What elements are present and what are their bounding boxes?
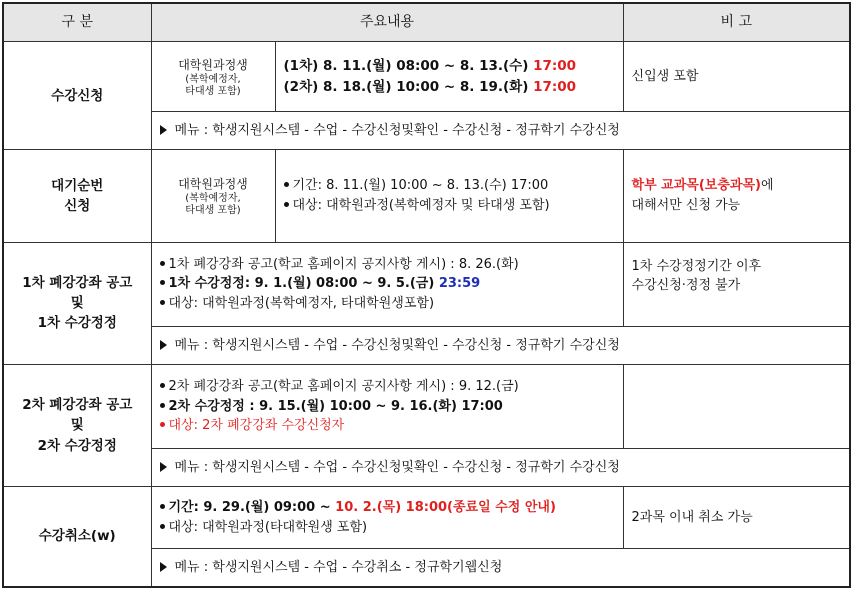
- first-adjust-period-time: 23:59: [438, 276, 481, 292]
- withdraw-period: 기간: 9. 29.(월) 09:00 ~ 10. 2.(목) 18:00(종료일 수정 안내): [160, 498, 615, 518]
- header-row: [3, 3, 850, 42]
- second-adjust-category-line2: 및: [70, 417, 84, 434]
- bullet-icon: [160, 280, 165, 285]
- second-adjust-row: [3, 364, 850, 448]
- second-adjust-menu: [151, 449, 850, 487]
- bullet-icon: [160, 504, 165, 509]
- waitlist-note: 학부 교과목(보충과목)에 대해서만 신청 가능: [623, 150, 850, 242]
- first-adjust-category-line1: 1차 폐강강좌 공고: [22, 274, 133, 291]
- arrow-right-icon: [160, 340, 167, 350]
- waitlist-period: 기간: 8. 11.(월) 10:00 ~ 8. 13.(수) 17:00: [284, 176, 615, 196]
- header-category: 구 분: [3, 3, 151, 42]
- bullet-icon: [160, 300, 165, 305]
- second-adjust-period: 2차 수강정정 : 9. 15.(월) 10:00 ~ 9. 16.(화) 17:00: [160, 397, 615, 417]
- registration-menu-path: 메뉴 : 학생지원시스템 - 수업 - 수강신청및확인 - 수강신청 - 정규학기 수강신청: [174, 122, 620, 138]
- registration-menu: [151, 112, 850, 150]
- withdraw-category: 수강취소(w): [3, 487, 151, 587]
- bullet-icon: [160, 403, 165, 408]
- bullet-icon: [284, 202, 289, 207]
- first-adjust-details: [151, 242, 623, 326]
- header-note: 비 고: [623, 3, 850, 42]
- waitlist-category-line1: 대기순번: [51, 177, 104, 194]
- first-adjust-category-line3: 1차 수강정정: [37, 315, 117, 332]
- withdraw-details: [151, 487, 623, 549]
- first-adjust-category: [3, 242, 151, 364]
- waitlist-note-highlight: 학부 교과목(보충과목): [631, 178, 761, 194]
- withdraw-menu: [151, 549, 850, 587]
- bullet-icon: [284, 182, 289, 187]
- first-adjust-note-line2: 수강신청·정정 불가: [631, 278, 741, 294]
- arrow-right-icon: [160, 562, 167, 572]
- first-adjust-note: [623, 242, 850, 326]
- arrow-right-icon: [160, 125, 167, 135]
- schedule-table: [2, 2, 851, 588]
- registration-period-1-time: 17:00: [533, 58, 577, 75]
- header-content: 주요내용: [151, 3, 623, 42]
- second-adjust-details: [151, 364, 623, 448]
- second-adjust-note: [623, 364, 850, 448]
- withdraw-note: 2과목 이내 취소 가능: [623, 487, 850, 549]
- first-adjust-menu: [151, 326, 850, 364]
- registration-period-1: (1차) 8. 11.(월) 08:00 ~ 8. 13.(수) 17:00: [283, 58, 577, 75]
- waitlist-row: [3, 150, 850, 242]
- waitlist-subject: [151, 150, 275, 242]
- bullet-icon: [160, 524, 165, 529]
- registration-row: [3, 42, 850, 112]
- first-adjust-period: 1차 수강정정: 9. 1.(월) 08:00 ~ 9. 5.(금) 23:59: [160, 274, 615, 294]
- first-adjust-row: [3, 242, 850, 326]
- waitlist-target: 대상: 대학원과정(복학예정자 및 타대생 포함): [284, 196, 615, 216]
- second-adjust-notice: 2차 폐강강좌 공고(학교 홈페이지 공지사항 게시) : 9. 12.(금): [160, 377, 615, 397]
- withdraw-menu-path: 메뉴 : 학생지원시스템 - 수업 - 수강취소 - 정규학기웹신청: [174, 559, 503, 575]
- waitlist-category: [3, 150, 151, 242]
- second-adjust-target: 대상: 2차 폐강강좌 수강신청자: [160, 416, 615, 436]
- waitlist-note-line2: 대해서만 신청 가능: [631, 197, 741, 213]
- registration-subject-main: 대학원과정생: [178, 57, 248, 72]
- waitlist-category-line2: 신청: [64, 197, 91, 214]
- registration-subject-small: (복학예정자, 타대생 포함): [185, 73, 241, 97]
- waitlist-details: [275, 150, 623, 242]
- withdraw-row: [3, 487, 850, 549]
- waitlist-subject-main: 대학원과정생: [178, 176, 248, 191]
- registration-note: 신입생 포함: [623, 42, 850, 112]
- first-adjust-notice: 1차 폐강강좌 공고(학교 홈페이지 공지사항 게시) : 8. 26.(화): [160, 255, 615, 275]
- second-adjust-category: [3, 364, 151, 486]
- second-adjust-menu-path: 메뉴 : 학생지원시스템 - 수업 - 수강신청및확인 - 수강신청 - 정규학기 수강신청: [174, 459, 620, 475]
- registration-subject: [151, 42, 275, 112]
- second-adjust-category-line1: 2차 폐강강좌 공고: [22, 397, 133, 414]
- registration-periods: [275, 42, 623, 112]
- first-adjust-note-line1: 1차 수강정정기간 이후: [631, 258, 762, 274]
- first-adjust-category-line2: 및: [70, 295, 84, 312]
- arrow-right-icon: [160, 462, 167, 472]
- registration-period-2: (2차) 8. 18.(월) 10:00 ~ 8. 19.(화) 17:00: [283, 78, 577, 95]
- second-adjust-category-line3: 2차 수강정정: [37, 437, 117, 454]
- registration-period-2-time: 17:00: [533, 78, 577, 95]
- registration-category: 수강신청: [3, 42, 151, 150]
- first-adjust-menu-path: 메뉴 : 학생지원시스템 - 수업 - 수강신청및확인 - 수강신청 - 정규학기 수강신청: [174, 337, 620, 353]
- bullet-icon: [160, 422, 165, 427]
- first-adjust-target: 대상: 대학원과정(복학예정자, 타대학원생포함): [160, 294, 615, 314]
- withdraw-target: 대상: 대학원과정(타대학원생 포함): [160, 518, 615, 538]
- withdraw-period-end: 10. 2.(목) 18:00(종료일 수정 안내): [335, 500, 556, 516]
- waitlist-subject-small: (복학예정자, 타대생 포함): [185, 192, 241, 216]
- bullet-icon: [160, 383, 165, 388]
- bullet-icon: [160, 261, 165, 266]
